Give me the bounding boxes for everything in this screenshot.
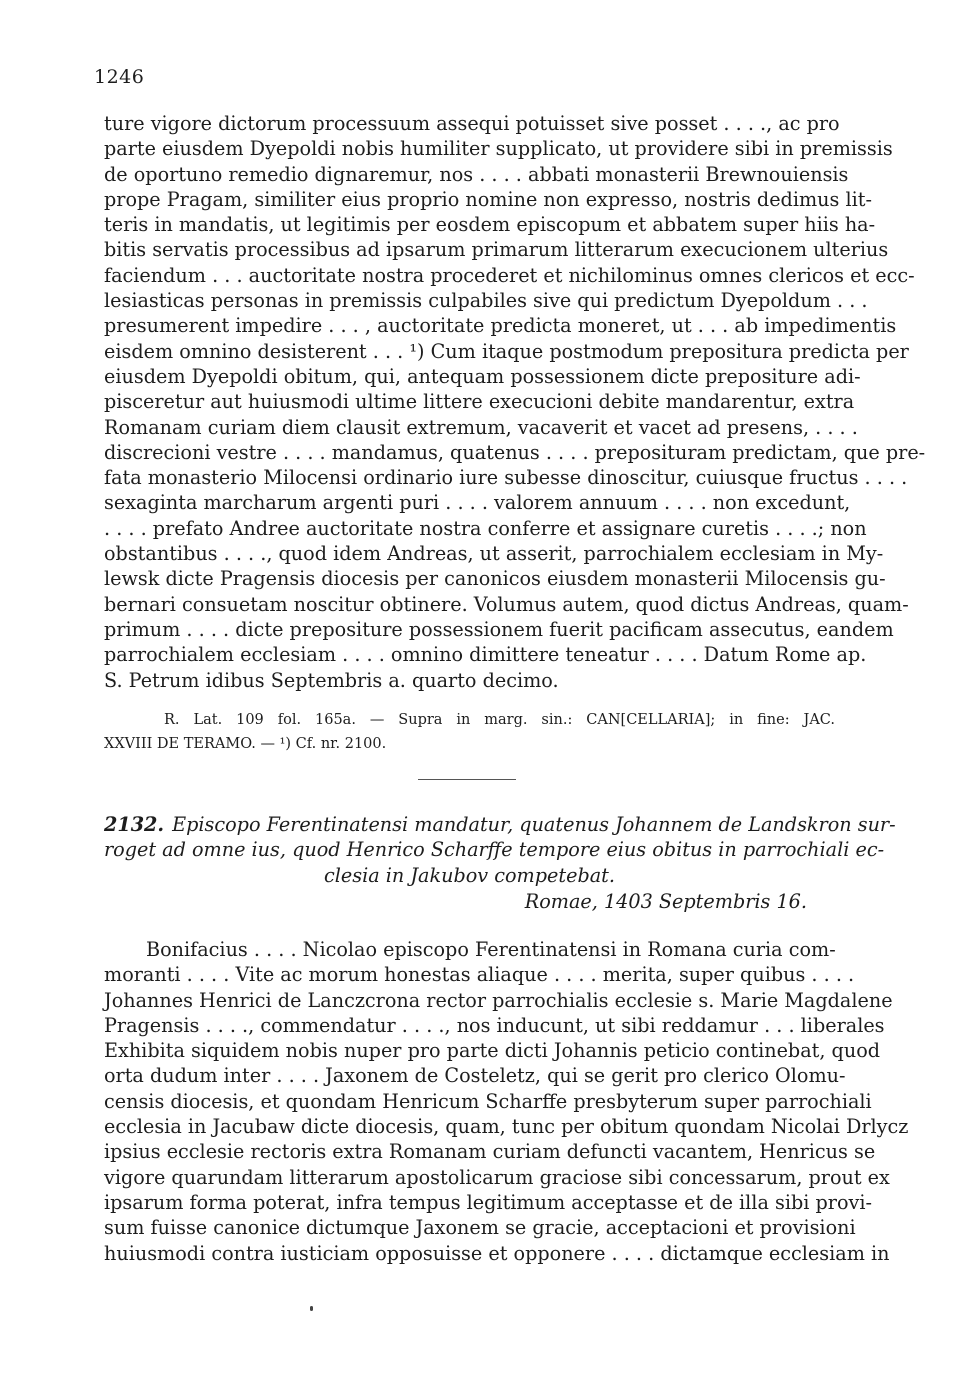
text-line: de oportuno remedio dignaremur, nos . . . . abbati monasterii Brewnouiensis xyxy=(104,162,849,186)
entry-date: Romae, 1403 Septembris 16. xyxy=(524,890,807,913)
heading-text: Episcopo Ferentinatensi mandatur, quatenus Johannem de Landskron sur- xyxy=(172,813,896,836)
text-line: sum fuisse canonice dictumque Jaxonem se gracie, acceptacioni et provisioni xyxy=(104,1216,856,1240)
text-line: primum . . . . dicte prepositure possessionem fuerit pacificam assecutus, eandem xyxy=(104,617,894,641)
entry-heading xyxy=(104,812,896,888)
text-line: faciendum . . . auctoritate nostra procederet et nichilominus omnes clericos et ecc- xyxy=(104,263,915,287)
text-line: presumerent impedire . . . , auctoritate predicta moneret, ut . . . ab impedimentis xyxy=(104,314,897,338)
text-line: bitis servatis processibus ad ipsarum primarum litterarum execucionem ulterius xyxy=(104,238,889,262)
text-line: censis diocesis, et quondam Henricum Scharffe presbyterum super parrochiali xyxy=(104,1089,872,1113)
text-line: parte eiusdem Dyepoldi nobis humiliter supplicato, ut providere sibi in premissis xyxy=(104,137,893,161)
text-line: Exhibita siquidem nobis nuper pro parte dicti Johannis peticio continebat, quod xyxy=(104,1039,881,1063)
text-line: teris in mandatis, ut legitimis per eosdem episcopum et abbatem super hiis ha- xyxy=(104,213,876,237)
text-line: eisdem omnino desisterent . . . ¹) Cum itaque postmodum prepositura predicta per xyxy=(104,339,909,363)
section-divider xyxy=(418,779,516,780)
text-line: ture vigore dictorum processuum assequi potuisset sive posset . . . ., ac pro xyxy=(104,112,840,135)
text-line: pisceretur aut huiusmodi ultime littere execucioni debite mandarentur, extra xyxy=(104,390,855,414)
text-line: parrochialem ecclesiam . . . . omnino dimittere teneatur . . . . Datum Rome ap. xyxy=(104,643,867,667)
note-line: R. Lat. 109 fol. 165a. — Supra in marg. sin.: CAN[CELLARIA]; in fine: JAC. xyxy=(164,712,835,728)
previous-entry-text xyxy=(104,111,926,693)
text-line: Johannes Henrici de Lanczcrona rector parrochialis ecclesie s. Marie Magdalene xyxy=(104,988,893,1012)
text-line: lewsk dicte Pragensis diocesis per canonicos eiusdem monasterii Milocensis gu- xyxy=(104,567,886,591)
entry-text xyxy=(104,937,909,1266)
heading-line: clesia in Jakubov competebat. xyxy=(324,863,615,887)
text-line: vigore quarundam litterarum apostolicarum graciose sibi concessarum, prout ex xyxy=(104,1165,890,1189)
note-line: XXVIII DE TERAMO. — ¹) Cf. nr. 2100. xyxy=(104,736,387,752)
text-line: ipsarum forma poterat, infra tempus legitimum acceptasse et de illa sibi provi- xyxy=(104,1190,872,1214)
text-line: prope Pragam, similiter eius proprio nomine non expresso, nostris dedimus lit- xyxy=(104,187,872,211)
text-line: Romanam curiam diem clausit extremum, vacaverit et vacet ad presens, . . . . xyxy=(104,415,858,439)
text-line: obstantibus . . . ., quod idem Andreas, ut asserit, parrochialem ecclesiam in My- xyxy=(104,542,884,566)
entry-number: 2132. xyxy=(104,813,165,836)
text-line: . . . . prefato Andree auctoritate nostra conferre et assignare curetis . . . .; non xyxy=(104,516,867,540)
footnotes xyxy=(104,708,835,756)
heading-line xyxy=(104,812,896,837)
text-line: lesiasticas personas in premissis culpabiles sive qui predictum Dyepoldum . . . xyxy=(104,289,868,313)
page-number: 1246 xyxy=(94,66,145,88)
text-line: S. Petrum idibus Septembris a. quarto decimo. xyxy=(104,668,559,692)
text-line: bernari consuetam noscitur obtinere. Volumus autem, quod dictus Andreas, quam- xyxy=(104,592,909,616)
text-line: Bonifacius . . . . Nicolao episcopo Ferentinatensi in Romana curia com- xyxy=(146,938,836,961)
text-line: ecclesia in Jacubaw dicte diocesis, quam, tunc per obitum quondam Nicolai Drlycz xyxy=(104,1115,909,1139)
heading-line: roget ad omne ius, quod Henrico Scharffe tempore eius obitus in parrochiali ec- xyxy=(104,838,885,862)
text-line: sexaginta marcharum argenti puri . . . . valorem annuum . . . . non excedunt, xyxy=(104,491,851,515)
text-line: huiusmodi contra iusticiam opposuisse et opponere . . . . dictamque ecclesiam in xyxy=(104,1241,890,1265)
text-line: fata monasterio Milocensi ordinario iure subesse dinoscitur, cuiusque fructus . . . . xyxy=(104,466,908,490)
ink-speck xyxy=(310,1306,313,1311)
text-line: eiusdem Dyepoldi obitum, qui, antequam possessionem dicte prepositure adi- xyxy=(104,364,861,388)
text-line: discrecioni vestre . . . . mandamus, quatenus . . . . preposituram predictam, que pre- xyxy=(104,440,926,464)
text-line: moranti . . . . Vite ac morum honestas aliaque . . . . merita, super quibus . . . . xyxy=(104,963,855,987)
text-line: orta dudum inter . . . . Jaxonem de Costeletz, qui se gerit pro clerico Olomu- xyxy=(104,1064,846,1088)
text-line: Pragensis . . . ., commendatur . . . ., nos inducunt, ut sibi reddamur . . . liberales xyxy=(104,1013,885,1037)
text-line: ipsius ecclesie rectoris extra Romanam curiam defuncti vacantem, Henricus se xyxy=(104,1140,876,1164)
